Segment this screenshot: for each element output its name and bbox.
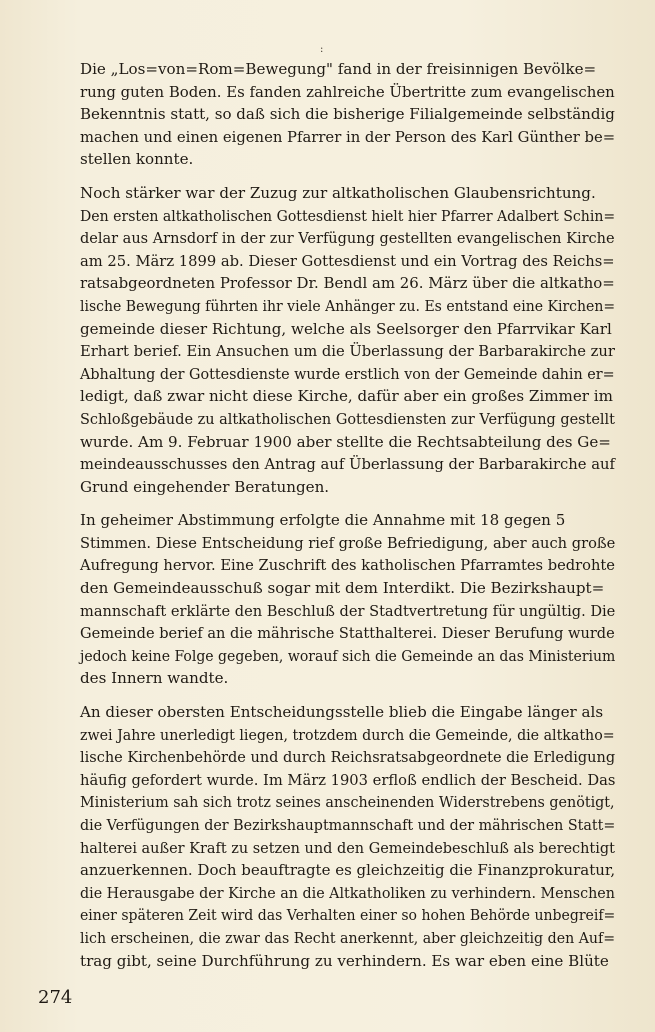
text-line: Schloßgebäude zu altkatholischen Gottesdiensten zur Verfügung gestellt <box>80 409 615 428</box>
text-line: In geheimer Abstimmung erfolgte die Annahme mit 18 gegen 5 <box>80 511 566 530</box>
text-line: halterei außer Kraft zu setzen und den Gemeindebeschluß als berechtigt <box>80 838 615 857</box>
text-line: jedoch keine Folge gegeben, worauf sich die Gemeinde an das Ministerium <box>80 646 616 665</box>
text-line: Stimmen. Diese Entscheidung rief große Befriedigung, aber auch große <box>80 533 616 552</box>
text-line: trag gibt, seine Durchführung zu verhindern. Es war eben eine Blüte <box>80 951 609 970</box>
text-line: zwei Jahre unerledigt liegen, trotzdem durch die Gemeinde, die altkatho= <box>80 725 615 744</box>
body-text <box>80 58 615 983</box>
text-line: Ministerium sah sich trotz seines anscheinenden Widerstrebens genötigt, <box>80 793 615 812</box>
text-line: Gemeinde berief an die mährische Statthalterei. Dieser Berufung wurde <box>80 624 615 643</box>
text-line: meindeausschusses den Antrag auf Überlassung der Barbarakirche auf <box>80 455 616 474</box>
text-line: die Verfügungen der Bezirkshauptmannschaft und der mährischen Statt= <box>80 816 616 834</box>
text-line: stellen konnte. <box>80 150 194 169</box>
text-line: rung guten Boden. Es fanden zahlreiche Übertritte zum evangelischen <box>80 82 615 101</box>
text-line: Grund eingehender Beratungen. <box>80 477 330 496</box>
text-line: An dieser obersten Entscheidungsstelle blieb die Eingabe länger als <box>80 703 604 722</box>
text-line: des Innern wandte. <box>80 669 229 688</box>
text-line: delar aus Arnsdorf in der zur Verfügung gestellten evangelischen Kirche <box>80 229 615 248</box>
page-number: 274 <box>38 987 73 1008</box>
text-line: mannschaft erklärte den Beschluß der Stadtvertretung für ungültig. Die <box>80 601 616 620</box>
text-line: lich erscheinen, die zwar das Recht anerkennt, aber gleichzeitig den Auf= <box>80 928 616 947</box>
text-line: Den ersten altkatholischen Gottesdienst hielt hier Pfarrer Adalbert Schin= <box>80 206 616 225</box>
paragraph-4 <box>80 701 615 972</box>
text-line: Bekenntnis statt, so daß sich die bisherige Filialgemeinde selbständig <box>80 105 615 124</box>
text-line: wurde. Am 9. Februar 1900 aber stellte die Rechtsabteilung des Ge= <box>80 432 611 451</box>
text-line: den Gemeindeausschuß sogar mit dem Interdikt. Die Bezirkshaupt= <box>80 579 605 598</box>
text-line: einer späteren Zeit wird das Verhalten einer so hohen Behörde unbegreif= <box>80 906 616 925</box>
text-line: anzuerkennen. Doch beauftragte es gleichzeitig die Finanzprokuratur, <box>80 861 616 880</box>
text-line: lische Kirchenbehörde und durch Reichsratsabgeordnete die Erledigung <box>80 748 616 767</box>
text-line: gemeinde dieser Richtung, welche als Seelsorger den Pfarrvikar Karl <box>80 319 612 338</box>
text-line: ledigt, daß zwar nicht diese Kirche, dafür aber ein großes Zimmer im <box>80 387 613 406</box>
text-line: lische Bewegung führten ihr viele Anhänger zu. Es entstand eine Kirchen= <box>80 296 616 315</box>
text-line: Abhaltung der Gottesdienste wurde erstlich von der Gemeinde dahin er= <box>80 364 615 383</box>
text-line: am 25. März 1899 ab. Dieser Gottesdienst und ein Vortrag des Reichs= <box>80 251 615 270</box>
paragraph-1 <box>80 58 615 171</box>
text-line: Die „Los=von=Rom=Bewegung" fand in der freisinnigen Bevölke= <box>80 60 597 78</box>
top-mark: : <box>320 44 324 55</box>
text-line: Erhart berief. Ein Ansuchen um die Überlassung der Barbarakirche zur <box>80 342 615 361</box>
text-line: die Herausgabe der Kirche an die Altkatholiken zu verhindern. Menschen <box>80 883 615 902</box>
text-line: ratsabgeordneten Professor Dr. Bendl am 26. März über die altkatho= <box>80 274 615 293</box>
text-line: Aufregung hervor. Eine Zuschrift des katholischen Pfarramtes bedrohte <box>80 556 615 575</box>
paragraph-2 <box>80 182 615 498</box>
text-line: machen und einen eigenen Pfarrer in der Person des Karl Günther be= <box>80 127 616 146</box>
paragraph-3 <box>80 509 615 690</box>
text-line: Noch stärker war der Zuzug zur altkatholischen Glaubensrichtung. <box>80 183 596 202</box>
text-line: häufig gefordert wurde. Im März 1903 erfloß endlich der Bescheid. Das <box>80 770 616 789</box>
